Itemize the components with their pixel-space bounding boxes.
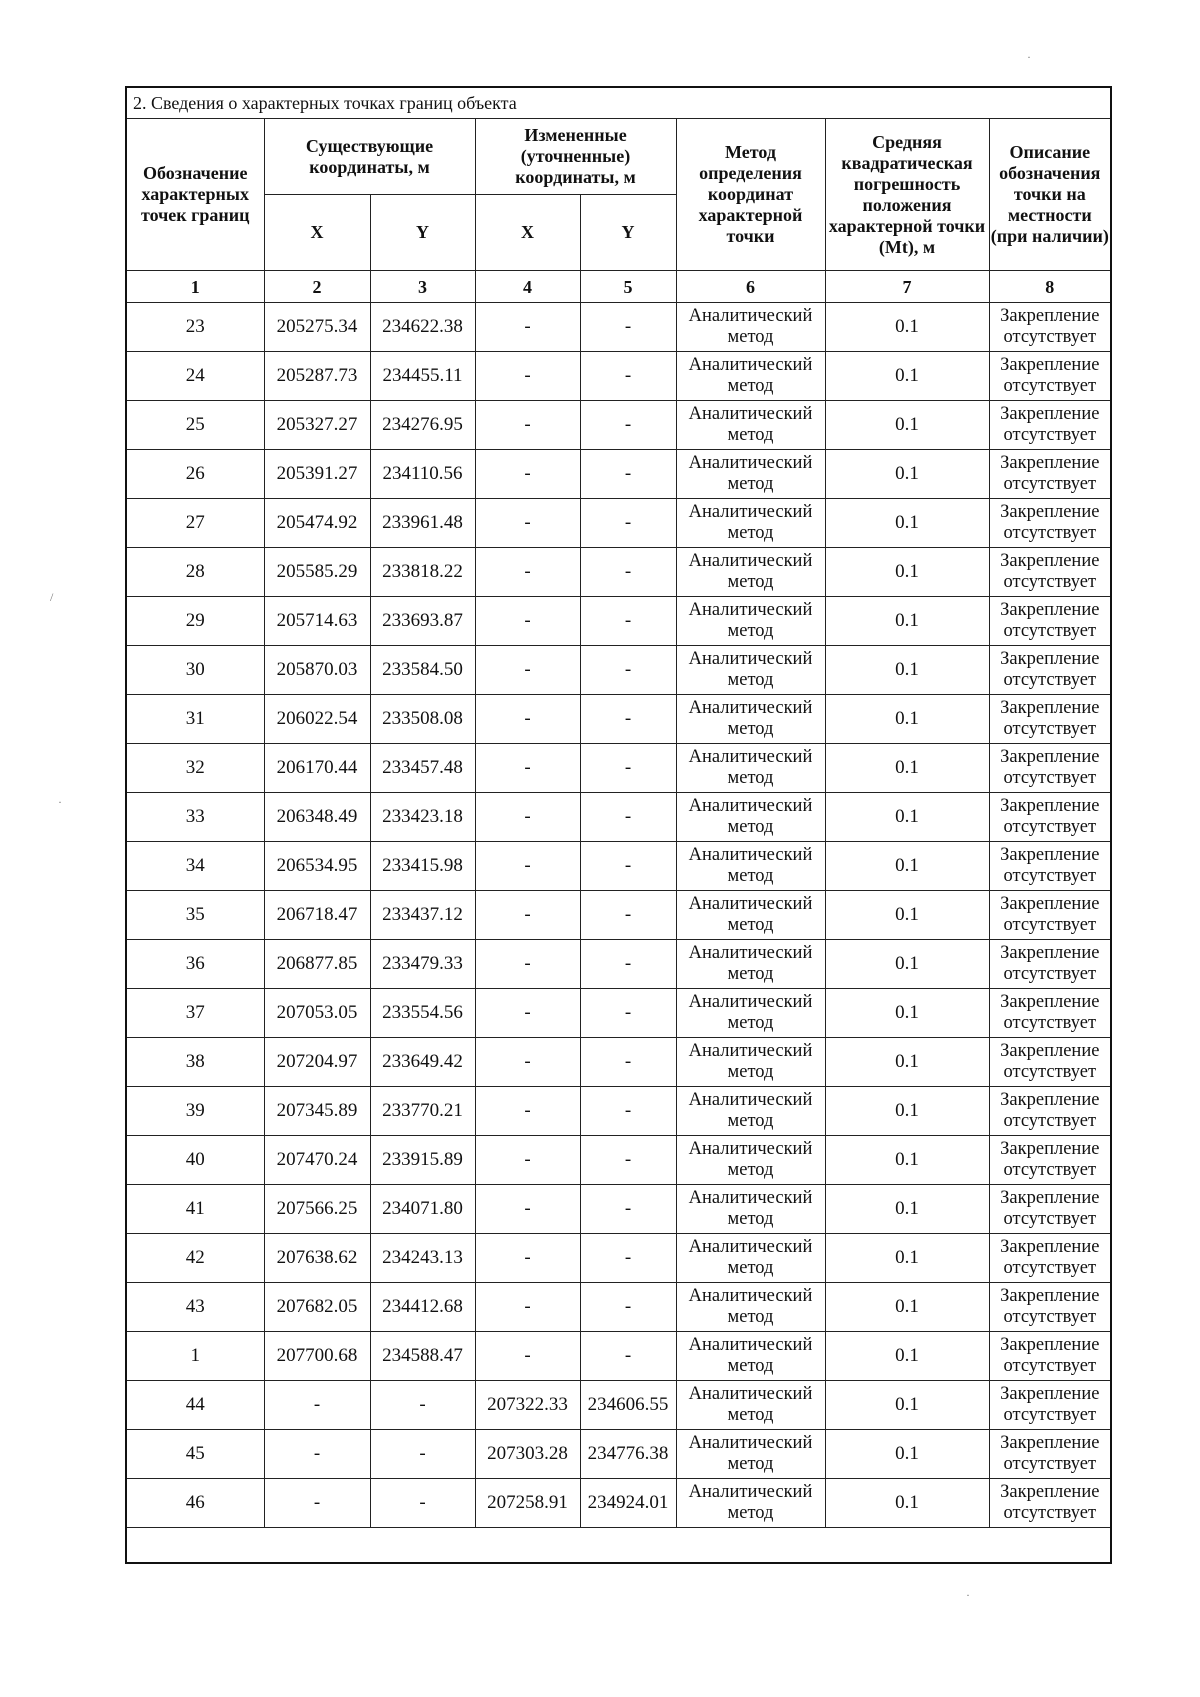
header-changed-y: Y [580,195,676,271]
changed-y-cell: - [580,793,676,842]
existing-y-cell: 234110.56 [370,450,475,499]
changed-y-cell: - [580,1283,676,1332]
existing-x-cell: 205870.03 [264,646,370,695]
existing-x-cell: 205391.27 [264,450,370,499]
changed-x-cell: - [475,793,580,842]
mean-error-cell: 0.1 [825,1136,989,1185]
description-cell: Закрепление отсутствует [989,1136,1111,1185]
mean-error-cell: 0.1 [825,548,989,597]
description-cell: Закрепление отсутствует [989,450,1111,499]
changed-x-cell: - [475,352,580,401]
column-number: 7 [825,271,989,303]
changed-x-cell: - [475,842,580,891]
existing-y-cell: 233915.89 [370,1136,475,1185]
existing-y-cell: 234622.38 [370,303,475,352]
header-point-designation: Обозначение характерных точек границ [126,119,264,271]
column-number: 5 [580,271,676,303]
table-row [126,1381,1111,1430]
method-cell: Аналитический метод [676,548,825,597]
changed-x-cell: 207258.91 [475,1479,580,1528]
changed-x-cell: - [475,401,580,450]
method-cell: Аналитический метод [676,989,825,1038]
point-cell: 45 [126,1430,264,1479]
existing-x-cell: 207638.62 [264,1234,370,1283]
table-row [126,1479,1111,1528]
method-cell: Аналитический метод [676,1332,825,1381]
header-method: Метод определения координат характерной точки [676,119,825,271]
changed-x-cell: - [475,744,580,793]
existing-y-cell: 234243.13 [370,1234,475,1283]
description-cell: Закрепление отсутствует [989,1479,1111,1528]
existing-x-cell: 207566.25 [264,1185,370,1234]
description-cell: Закрепление отсутствует [989,940,1111,989]
scan-speck: · [966,1588,970,1602]
changed-y-cell: - [580,1185,676,1234]
existing-x-cell: 205275.34 [264,303,370,352]
mean-error-cell: 0.1 [825,1185,989,1234]
existing-y-cell: 234071.80 [370,1185,475,1234]
point-cell: 39 [126,1087,264,1136]
method-cell: Аналитический метод [676,744,825,793]
mean-error-cell: 0.1 [825,303,989,352]
changed-x-cell: - [475,1038,580,1087]
table-row [126,1332,1111,1381]
table-row [126,695,1111,744]
changed-y-cell: - [580,450,676,499]
existing-y-cell: 233818.22 [370,548,475,597]
mean-error-cell: 0.1 [825,499,989,548]
changed-x-cell: - [475,1283,580,1332]
method-cell: Аналитический метод [676,1038,825,1087]
point-cell: 27 [126,499,264,548]
changed-y-cell: - [580,891,676,940]
existing-x-cell: 205474.92 [264,499,370,548]
description-cell: Закрепление отсутствует [989,744,1111,793]
existing-y-cell: 233961.48 [370,499,475,548]
table-row [126,499,1111,548]
mean-error-cell: 0.1 [825,940,989,989]
method-cell: Аналитический метод [676,597,825,646]
table-row [126,744,1111,793]
column-number: 1 [126,271,264,303]
header-description: Описание обозначения точки на местности (при наличии) [989,119,1111,271]
existing-y-cell: - [370,1381,475,1430]
method-cell: Аналитический метод [676,940,825,989]
existing-x-cell: 205714.63 [264,597,370,646]
description-cell: Закрепление отсутствует [989,548,1111,597]
existing-y-cell: - [370,1430,475,1479]
point-cell: 41 [126,1185,264,1234]
description-cell: Закрепление отсутствует [989,1283,1111,1332]
existing-y-cell: 233508.08 [370,695,475,744]
changed-y-cell: - [580,940,676,989]
mean-error-cell: 0.1 [825,695,989,744]
changed-x-cell: - [475,1332,580,1381]
point-cell: 32 [126,744,264,793]
table-row [126,1234,1111,1283]
table-row [126,793,1111,842]
changed-x-cell: - [475,597,580,646]
changed-y-cell: - [580,597,676,646]
existing-x-cell: 206170.44 [264,744,370,793]
changed-x-cell: - [475,646,580,695]
table-row [126,548,1111,597]
mean-error-cell: 0.1 [825,1038,989,1087]
mean-error-cell: 0.1 [825,1087,989,1136]
point-cell: 46 [126,1479,264,1528]
existing-y-cell: 233479.33 [370,940,475,989]
table-row [126,940,1111,989]
existing-y-cell: - [370,1479,475,1528]
changed-y-cell: 234776.38 [580,1430,676,1479]
table-row [126,401,1111,450]
changed-y-cell: - [580,1087,676,1136]
existing-y-cell: 234276.95 [370,401,475,450]
point-cell: 1 [126,1332,264,1381]
description-cell: Закрепление отсутствует [989,989,1111,1038]
changed-y-cell: - [580,842,676,891]
changed-y-cell: - [580,989,676,1038]
changed-y-cell: - [580,744,676,793]
table-row [126,1185,1111,1234]
existing-y-cell: 233770.21 [370,1087,475,1136]
method-cell: Аналитический метод [676,1234,825,1283]
method-cell: Аналитический метод [676,1479,825,1528]
existing-x-cell: 206877.85 [264,940,370,989]
point-cell: 24 [126,352,264,401]
method-cell: Аналитический метод [676,1430,825,1479]
existing-y-cell: 233554.56 [370,989,475,1038]
existing-y-cell: 233693.87 [370,597,475,646]
table-row [126,989,1111,1038]
description-cell: Закрепление отсутствует [989,891,1111,940]
mean-error-cell: 0.1 [825,793,989,842]
existing-x-cell: 207345.89 [264,1087,370,1136]
changed-y-cell: - [580,303,676,352]
method-cell: Аналитический метод [676,1185,825,1234]
description-cell: Закрепление отсутствует [989,1430,1111,1479]
mean-error-cell: 0.1 [825,597,989,646]
mean-error-cell: 0.1 [825,1430,989,1479]
existing-x-cell: 207682.05 [264,1283,370,1332]
table-row [126,646,1111,695]
point-cell: 40 [126,1136,264,1185]
method-cell: Аналитический метод [676,499,825,548]
method-cell: Аналитический метод [676,352,825,401]
point-cell: 30 [126,646,264,695]
table-row [126,1038,1111,1087]
existing-y-cell: 233415.98 [370,842,475,891]
changed-x-cell: - [475,1185,580,1234]
changed-y-cell: 234606.55 [580,1381,676,1430]
description-cell: Закрепление отсутствует [989,401,1111,450]
column-number: 3 [370,271,475,303]
description-cell: Закрепление отсутствует [989,1234,1111,1283]
point-cell: 34 [126,842,264,891]
header-changed-x: X [475,195,580,271]
mean-error-cell: 0.1 [825,891,989,940]
method-cell: Аналитический метод [676,842,825,891]
changed-x-cell: - [475,450,580,499]
header-existing-x: X [264,195,370,271]
mean-error-cell: 0.1 [825,1479,989,1528]
description-cell: Закрепление отсутствует [989,499,1111,548]
existing-y-cell: 233423.18 [370,793,475,842]
table-row [126,597,1111,646]
mean-error-cell: 0.1 [825,646,989,695]
changed-x-cell: - [475,989,580,1038]
boundary-points-table [125,86,1112,1564]
changed-y-cell: - [580,695,676,744]
changed-x-cell: - [475,499,580,548]
table-row [126,1430,1111,1479]
changed-x-cell: - [475,1234,580,1283]
mean-error-cell: 0.1 [825,989,989,1038]
changed-y-cell: - [580,646,676,695]
mean-error-cell: 0.1 [825,1234,989,1283]
mean-error-cell: 0.1 [825,1381,989,1430]
point-cell: 25 [126,401,264,450]
existing-x-cell: 207053.05 [264,989,370,1038]
changed-x-cell: - [475,695,580,744]
description-cell: Закрепление отсутствует [989,1381,1111,1430]
changed-y-cell: - [580,401,676,450]
method-cell: Аналитический метод [676,303,825,352]
table-body [126,303,1111,1528]
point-cell: 37 [126,989,264,1038]
table-row [126,450,1111,499]
existing-x-cell: - [264,1381,370,1430]
point-cell: 35 [126,891,264,940]
existing-y-cell: 233649.42 [370,1038,475,1087]
header-changed-coordinates: Измененные (уточненные) координаты, м [475,119,676,195]
existing-x-cell: 206718.47 [264,891,370,940]
table-row [126,891,1111,940]
method-cell: Аналитический метод [676,1087,825,1136]
description-cell: Закрепление отсутствует [989,1038,1111,1087]
table-row [126,352,1111,401]
existing-y-cell: 233457.48 [370,744,475,793]
header-mean-error: Средняя квадратическая погрешность положения характерной точки (Mt), м [825,119,989,271]
table-row [126,303,1111,352]
mean-error-cell: 0.1 [825,842,989,891]
column-number: 8 [989,271,1111,303]
point-cell: 26 [126,450,264,499]
empty-row [126,1528,1111,1564]
existing-x-cell: 207204.97 [264,1038,370,1087]
point-cell: 33 [126,793,264,842]
method-cell: Аналитический метод [676,1136,825,1185]
method-cell: Аналитический метод [676,450,825,499]
description-cell: Закрепление отсутствует [989,303,1111,352]
existing-x-cell: 205287.73 [264,352,370,401]
scan-speck: / [50,590,54,604]
changed-y-cell: - [580,1234,676,1283]
empty-cell [126,1528,1111,1564]
description-cell: Закрепление отсутствует [989,352,1111,401]
header-existing-coordinates: Существующие координаты, м [264,119,475,195]
method-cell: Аналитический метод [676,646,825,695]
scan-speck: · [1027,50,1031,64]
section-title: 2. Сведения о характерных точках границ объекта [126,87,1111,119]
existing-y-cell: 233437.12 [370,891,475,940]
changed-x-cell: - [475,303,580,352]
point-cell: 23 [126,303,264,352]
changed-y-cell: - [580,1038,676,1087]
description-cell: Закрепление отсутствует [989,646,1111,695]
point-cell: 38 [126,1038,264,1087]
column-number-row [126,271,1111,303]
changed-y-cell: - [580,548,676,597]
changed-y-cell: 234924.01 [580,1479,676,1528]
scan-speck: · [58,795,62,809]
existing-x-cell: 206022.54 [264,695,370,744]
changed-y-cell: - [580,499,676,548]
changed-y-cell: - [580,352,676,401]
table-row [126,1283,1111,1332]
description-cell: Закрепление отсутствует [989,1087,1111,1136]
existing-y-cell: 234412.68 [370,1283,475,1332]
method-cell: Аналитический метод [676,1381,825,1430]
existing-y-cell: 234588.47 [370,1332,475,1381]
existing-x-cell: 206348.49 [264,793,370,842]
column-number: 6 [676,271,825,303]
existing-x-cell: - [264,1430,370,1479]
changed-x-cell: - [475,1087,580,1136]
mean-error-cell: 0.1 [825,1283,989,1332]
mean-error-cell: 0.1 [825,401,989,450]
mean-error-cell: 0.1 [825,450,989,499]
existing-x-cell: - [264,1479,370,1528]
changed-y-cell: - [580,1136,676,1185]
mean-error-cell: 0.1 [825,352,989,401]
point-cell: 28 [126,548,264,597]
changed-x-cell: 207322.33 [475,1381,580,1430]
changed-x-cell: - [475,548,580,597]
description-cell: Закрепление отсутствует [989,842,1111,891]
table-row [126,1136,1111,1185]
description-cell: Закрепление отсутствует [989,1332,1111,1381]
description-cell: Закрепление отсутствует [989,597,1111,646]
method-cell: Аналитический метод [676,793,825,842]
changed-x-cell: - [475,940,580,989]
point-cell: 42 [126,1234,264,1283]
point-cell: 29 [126,597,264,646]
mean-error-cell: 0.1 [825,744,989,793]
point-cell: 36 [126,940,264,989]
existing-x-cell: 207470.24 [264,1136,370,1185]
mean-error-cell: 0.1 [825,1332,989,1381]
method-cell: Аналитический метод [676,401,825,450]
column-number: 2 [264,271,370,303]
changed-x-cell: - [475,891,580,940]
changed-x-cell: - [475,1136,580,1185]
point-cell: 44 [126,1381,264,1430]
description-cell: Закрепление отсутствует [989,695,1111,744]
changed-y-cell: - [580,1332,676,1381]
changed-x-cell: 207303.28 [475,1430,580,1479]
existing-y-cell: 233584.50 [370,646,475,695]
method-cell: Аналитический метод [676,695,825,744]
column-number: 4 [475,271,580,303]
existing-x-cell: 205327.27 [264,401,370,450]
existing-x-cell: 207700.68 [264,1332,370,1381]
table-row [126,1087,1111,1136]
method-cell: Аналитический метод [676,1283,825,1332]
point-cell: 43 [126,1283,264,1332]
point-cell: 31 [126,695,264,744]
existing-x-cell: 205585.29 [264,548,370,597]
existing-y-cell: 234455.11 [370,352,475,401]
description-cell: Закрепление отсутствует [989,1185,1111,1234]
existing-x-cell: 206534.95 [264,842,370,891]
table-row [126,842,1111,891]
method-cell: Аналитический метод [676,891,825,940]
description-cell: Закрепление отсутствует [989,793,1111,842]
header-existing-y: Y [370,195,475,271]
